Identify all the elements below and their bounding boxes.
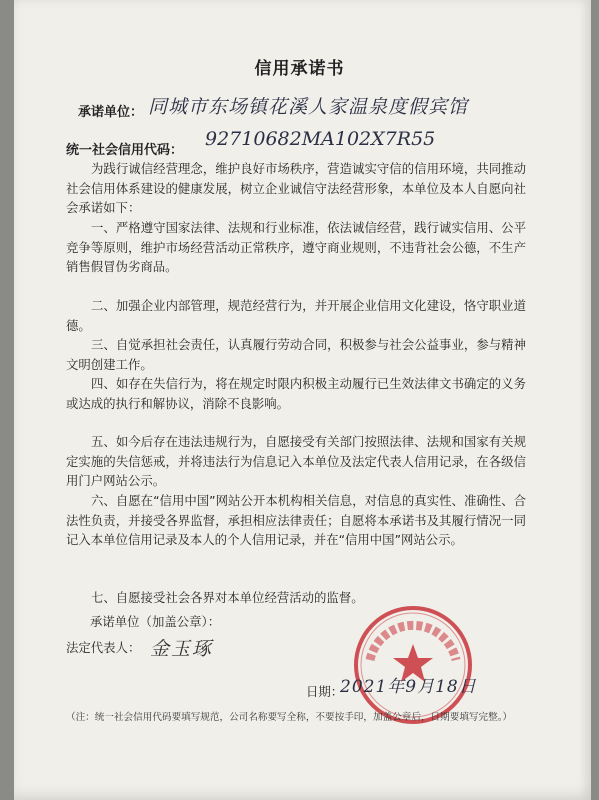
date-value-handwritten: 2021年9月18日 <box>340 677 477 697</box>
document-title: 信用承诺书 <box>254 59 345 79</box>
clause-3: 三、自觉承担社会责任，认真履行劳动合同，积极参与社会公益事业，参与精神文明创建工作。 <box>66 337 526 372</box>
credit-code-value-handwritten: 92710682MA102X7R55 <box>205 128 436 150</box>
intro-paragraph: 为践行诚信经营理念，维护良好市场秩序，营造诚实守信的信用环境，共同推动社会信用体系建设的健康发展，树立企业诚信守法经营形象，本单位及本人自愿向社会承诺如下： <box>66 161 526 216</box>
clause-1: 一、严格遵守国家法律、法规和行业标准，依法诚信经营，践行诚实信用、公平竞争等原则，维护市场经营活动正常秩序，遵守商业规则，不违背社会公德，不生产销售假冒伪劣商品。 <box>66 220 526 275</box>
clause-6: 六、自愿在“信用中国”网站公开本机构相关信息，对信息的真实性、准确性、合法性负责，并接受各界监督，承担相应法律责任；自愿将本承诺书及其履行情况一同记入本单位信用记录及本人的个人信用记录，并在“信用中国”网站公示。 <box>66 493 526 548</box>
clause-5: 五、如今后存在违法违规行为，自愿接受有关部门按照法律、法规和国家有关规定实施的失信惩戒，并将违法行为信息记入本单位及法定代表人信用记录，在各级信用门户网站公示。 <box>66 434 526 489</box>
clause-7: 七、自愿接受社会各界对本单位经营活动的监督。 <box>91 590 364 605</box>
footnote: （注：统一社会信用代码要填写规范，公司名称要写全称，不要按手印，加盖公章后，日期要填写完整。） <box>66 712 513 723</box>
unit-seal-label: 承诺单位（加盖公章）： <box>90 614 221 629</box>
unit-label: 承诺单位： <box>78 105 144 120</box>
credit-code-label: 统一社会信用代码： <box>66 143 184 158</box>
date-label: 日期： <box>306 684 344 699</box>
unit-value-handwritten: 同城市东场镇花溪人家温泉度假宾馆 <box>148 96 469 118</box>
clause-4: 四、如存在失信行为，将在规定时限内积极主动履行已生效法律文书确定的义务或达成的执行和解协议，消除不良影响。 <box>66 376 526 411</box>
clause-2: 二、加强企业内部管理，规范经营行为，并开展企业信用文化建设，恪守职业道德。 <box>66 298 526 333</box>
legal-representative-label: 法定代表人： <box>66 640 141 655</box>
legal-representative-signature: 金玉琢 <box>150 638 214 660</box>
